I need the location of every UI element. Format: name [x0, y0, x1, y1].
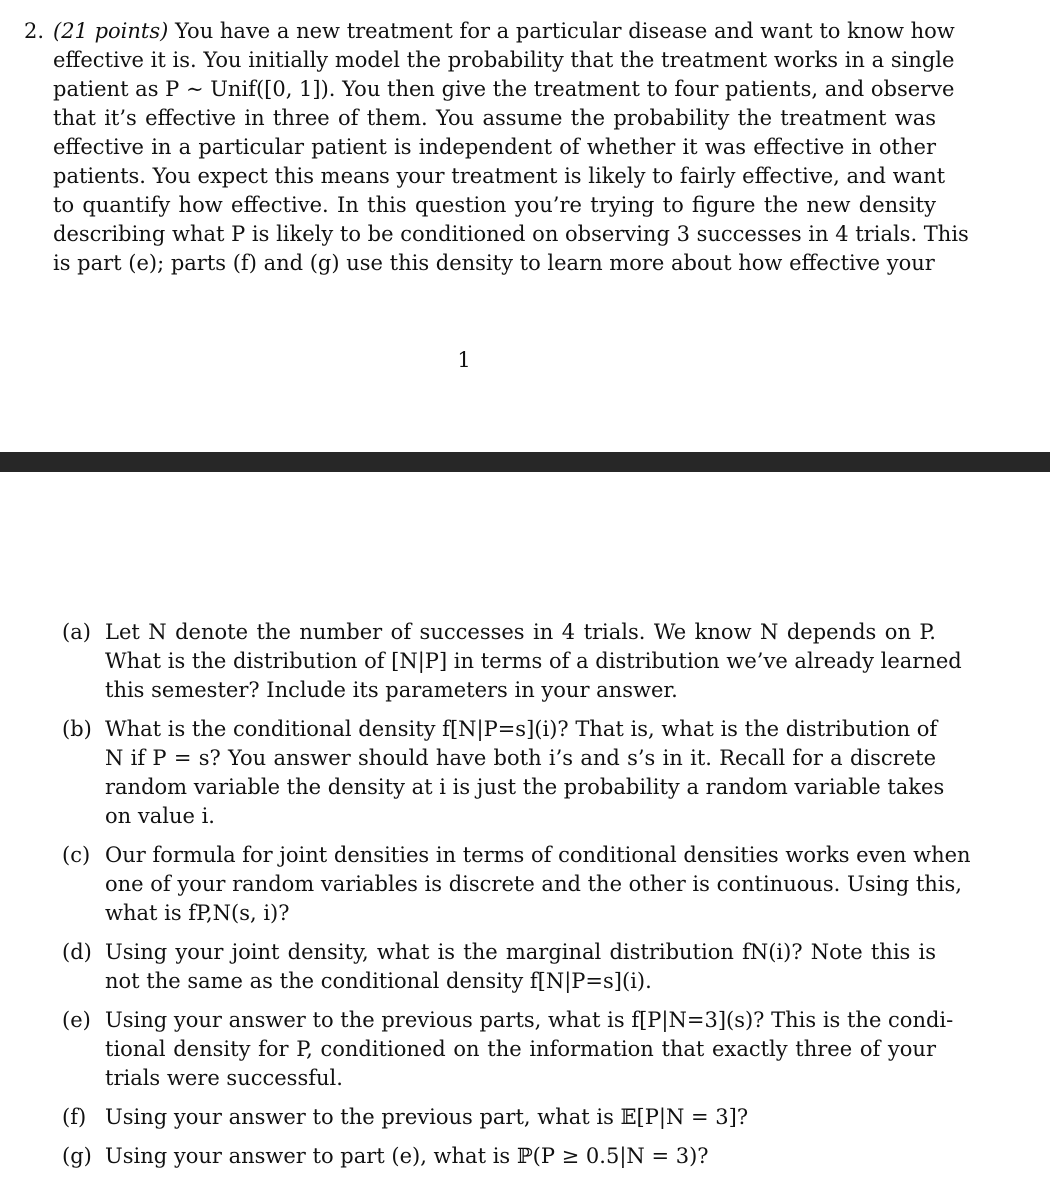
part-line: this semester? Include its parameters in your answer. — [105, 678, 678, 702]
part-line: Using your joint density, what is the marginal distribution fN(i)? Note this is — [105, 940, 936, 964]
part-text — [105, 715, 945, 831]
page-number: 1 — [457, 348, 471, 372]
part-line: Our formula for joint densities in terms of conditional densities works even when — [105, 843, 971, 867]
part-text — [105, 841, 971, 928]
part-label: (f) — [62, 1105, 87, 1129]
problem-line: that it’s effective in three of them. You assume the probability the treatment was — [53, 106, 936, 130]
problem-statement — [53, 17, 969, 278]
part-f — [62, 1103, 936, 1132]
problem-line: to quantify how effective. In this question you’re trying to figure the new density — [53, 193, 936, 217]
part-label: (a) — [62, 620, 91, 644]
problem-line: patient as P ∼ Unif([0, 1]). You then give the treatment to four patients, and observe — [53, 77, 955, 101]
part-c — [62, 841, 971, 928]
problem-2 — [24, 17, 969, 278]
part-line: What is the distribution of [N|P] in terms of a distribution we’ve already learned — [105, 649, 962, 673]
subparts-list — [62, 618, 971, 1181]
page-2 — [0, 472, 1050, 1196]
part-line: Using your answer to the previous part, what is 𝔼[P|N = 3]? — [105, 1105, 749, 1129]
part-g — [62, 1142, 936, 1171]
part-label: (g) — [62, 1144, 92, 1168]
part-d — [62, 938, 936, 996]
part-line: tional density for P, conditioned on the information that exactly three of your — [105, 1037, 936, 1061]
part-line: trials were successful. — [105, 1066, 343, 1090]
problem-line: patients. You expect this means your treatment is likely to fairly effective, and want — [53, 164, 946, 188]
part-line: What is the conditional density f[N|P=s](i)? That is, what is the distribution of — [105, 717, 938, 741]
part-label: (c) — [62, 843, 91, 867]
part-label: (b) — [62, 717, 92, 741]
part-line: one of your random variables is discrete and the other is continuous. Using this, — [105, 872, 962, 896]
part-line: random variable the density at i is just the probability a random variable takes — [105, 775, 945, 799]
problem-line: effective in a particular patient is independent of whether it was effective in other — [53, 135, 936, 159]
part-line: Using your answer to part (e), what is ℙ(P ≥ 0.5|N = 3)? — [105, 1144, 709, 1168]
part-text — [105, 1142, 936, 1171]
part-line: N if P = s? You answer should have both i’s and s’s in it. Recall for a discrete — [105, 746, 936, 770]
part-line: Let N denote the number of successes in 4 trials. We know N depends on P. — [105, 620, 936, 644]
part-text — [105, 618, 962, 705]
problem-line: is part (e); parts (f) and (g) use this density to learn more about how effective your — [53, 251, 935, 275]
part-e — [62, 1006, 954, 1093]
part-text — [105, 1006, 954, 1093]
page-divider — [0, 452, 1050, 472]
part-label: (d) — [62, 940, 92, 964]
problem-number: 2. — [24, 19, 45, 43]
part-line: what is fP,N(s, i)? — [105, 901, 290, 925]
part-label: (e) — [62, 1008, 91, 1032]
part-text — [105, 1103, 936, 1132]
part-a — [62, 618, 962, 705]
part-b — [62, 715, 945, 831]
problem-line: effective it is. You initially model the probability that the treatment works in a single — [53, 48, 955, 72]
problem-line: describing what P is likely to be conditioned on observing 3 successes in 4 trials. This — [53, 222, 969, 246]
part-line: not the same as the conditional density f[N|P=s](i). — [105, 969, 652, 993]
problem-points: (21 points) — [53, 19, 169, 43]
page-1 — [0, 0, 1050, 452]
problem-line: (21 points) You have a new treatment for a particular disease and want to know how — [53, 19, 955, 43]
part-line: on value i. — [105, 804, 215, 828]
part-text — [105, 938, 936, 996]
part-line: Using your answer to the previous parts, what is f[P|N=3](s)? This is the condi- — [105, 1008, 954, 1032]
